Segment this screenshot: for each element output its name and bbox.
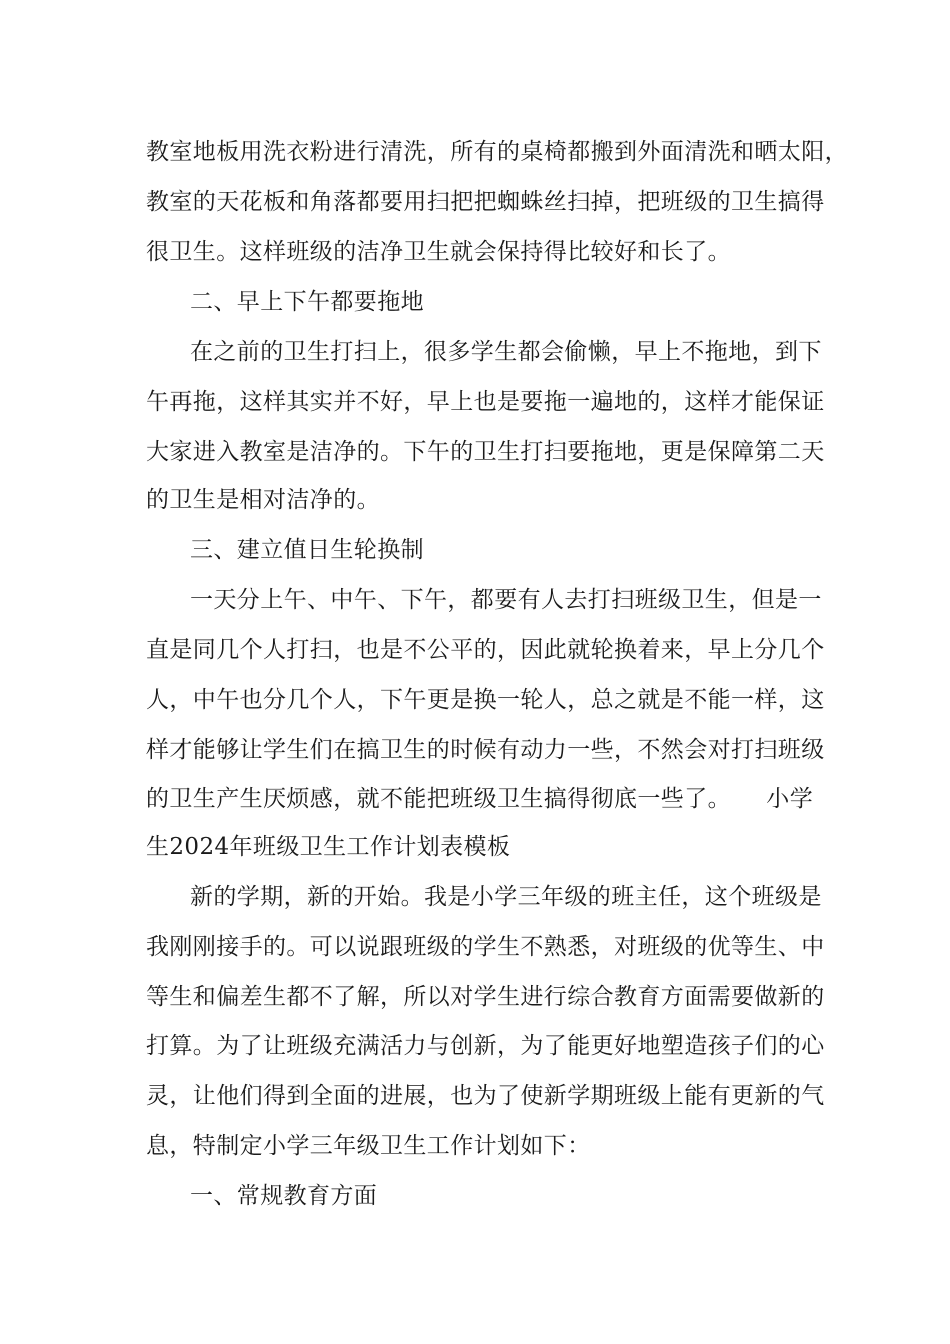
paragraph-line: 人，中午也分几个人，下午更是换一轮人，总之就是不能一样，这 [146, 687, 825, 713]
paragraph-line: 直是同几个人打扫，也是不公平的，因此就轮换着来，早上分几个 [146, 637, 825, 663]
paragraph-line: 在之前的卫生打扫上，很多学生都会偷懒，早上不拖地，到下 [190, 339, 822, 365]
paragraph-line: 的卫生是相对洁净的。 [146, 487, 380, 513]
paragraph-line: 等生和偏差生都不了解，所以对学生进行综合教育方面需要做新的 [146, 984, 825, 1010]
section-heading: 三、建立值日生轮换制 [190, 537, 424, 563]
paragraph-line: 灵，让他们得到全面的进展，也为了使新学期班级上能有更新的气 [146, 1083, 825, 1109]
paragraph-line: 教室的天花板和角落都要用扫把把蜘蛛丝扫掉，把班级的卫生搞得 [146, 189, 825, 215]
paragraph-line: 一天分上午、中午、下午，都要有人去打扫班级卫生，但是一 [190, 587, 822, 613]
paragraph-line: 打算。为了让班级充满活力与创新，为了能更好地塑造孩子们的心 [146, 1033, 825, 1059]
paragraph-line: 我刚刚接手的。可以说跟班级的学生不熟悉，对班级的优等生、中 [146, 934, 825, 960]
section-heading: 一、常规教育方面 [190, 1183, 378, 1209]
paragraph-line: 新的学期，新的开始。我是小学三年级的班主任，这个班级是 [190, 884, 822, 910]
paragraph-line: 样才能够让学生们在搞卫生的时候有动力一些，不然会对打扫班级 [146, 737, 825, 763]
paragraph-line: 息，特制定小学三年级卫生工作计划如下： [146, 1133, 591, 1159]
paragraph-line: 大家进入教室是洁净的。下午的卫生打扫要拖地，更是保障第二天 [146, 439, 825, 465]
paragraph-line: 很卫生。这样班级的洁净卫生就会保持得比较好和长了。 [146, 239, 731, 265]
paragraph-line: 的卫生产生厌烦感，就不能把班级卫生搞得彻底一些了。 小学 [146, 786, 814, 812]
paragraph-line: 教室地板用洗衣粉进行清洗，所有的桌椅都搬到外面清洗和晒太阳， [146, 139, 848, 165]
paragraph-line: 午再拖，这样其实并不好，早上也是要拖一遍地的，这样才能保证 [146, 389, 825, 415]
document-title-line: 生2024年班级卫生工作计划表模板 [146, 834, 511, 860]
section-heading: 二、早上下午都要拖地 [190, 289, 424, 315]
